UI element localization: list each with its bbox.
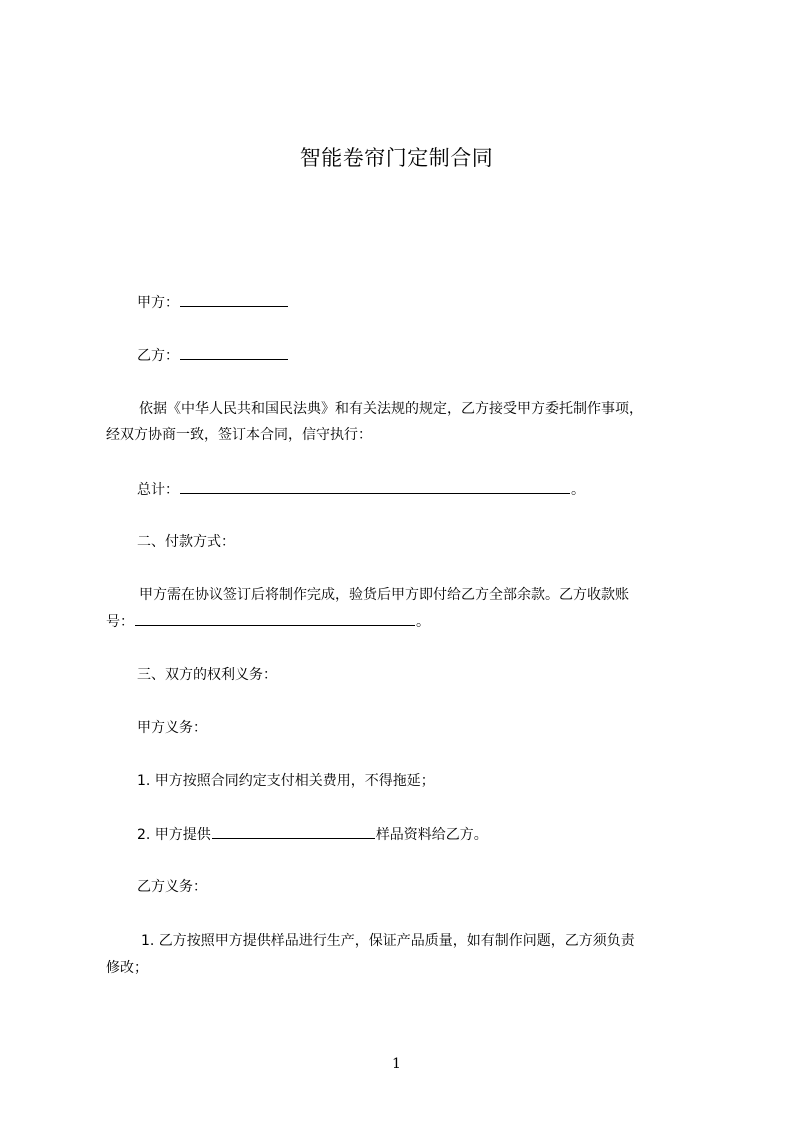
total-label: 总计： <box>137 482 179 498</box>
payment-line-1: 甲方需在协议签订后将制作完成，验货后甲方即付给乙方全部余款。乙方收款账 <box>139 587 629 603</box>
intro-line-1: 依据《中华人民共和国民法典》和有关法规的规定，乙方接受甲方委托制作事项， <box>139 401 643 417</box>
total-period: 。 <box>571 482 585 498</box>
party-a-blank <box>180 292 288 307</box>
b-duty-1-line-2: 修改； <box>106 960 148 976</box>
party-a-label: 甲方： <box>137 295 179 311</box>
account-period: 。 <box>416 614 430 630</box>
b-duty-1-line-1: 1. 乙方按照甲方提供样品进行生产，保证产品质量，如有制作问题，乙方须负责 <box>141 933 635 949</box>
party-b-label: 乙方： <box>137 348 179 364</box>
section-3-heading: 三、双方的权利义务： <box>137 667 277 683</box>
section-2-heading: 二、付款方式： <box>137 534 235 550</box>
party-b-blank <box>180 345 288 360</box>
page-number: 1 <box>392 1056 401 1072</box>
total-blank <box>180 479 570 494</box>
document-title: 智能卷帘门定制合同 <box>299 146 494 170</box>
account-label: 号： <box>106 614 134 630</box>
sample-blank <box>212 824 375 839</box>
party-b-line <box>137 345 289 366</box>
a-duty-2 <box>137 824 488 845</box>
a-duty-1: 1. 甲方按照合同约定支付相关费用，不得拖延； <box>137 773 435 789</box>
payment-line-2 <box>106 611 430 632</box>
party-a-duties-heading: 甲方义务： <box>137 720 207 736</box>
party-b-duties-heading: 乙方义务： <box>137 879 207 895</box>
account-blank <box>135 611 415 626</box>
intro-line-2: 经双方协商一致，签订本合同，信守执行： <box>106 427 372 443</box>
a-duty-2-prefix: 2. 甲方提供 <box>137 827 211 843</box>
party-a-line <box>137 292 289 313</box>
total-line <box>137 479 585 500</box>
a-duty-2-suffix: 样品资料给乙方。 <box>375 827 488 843</box>
